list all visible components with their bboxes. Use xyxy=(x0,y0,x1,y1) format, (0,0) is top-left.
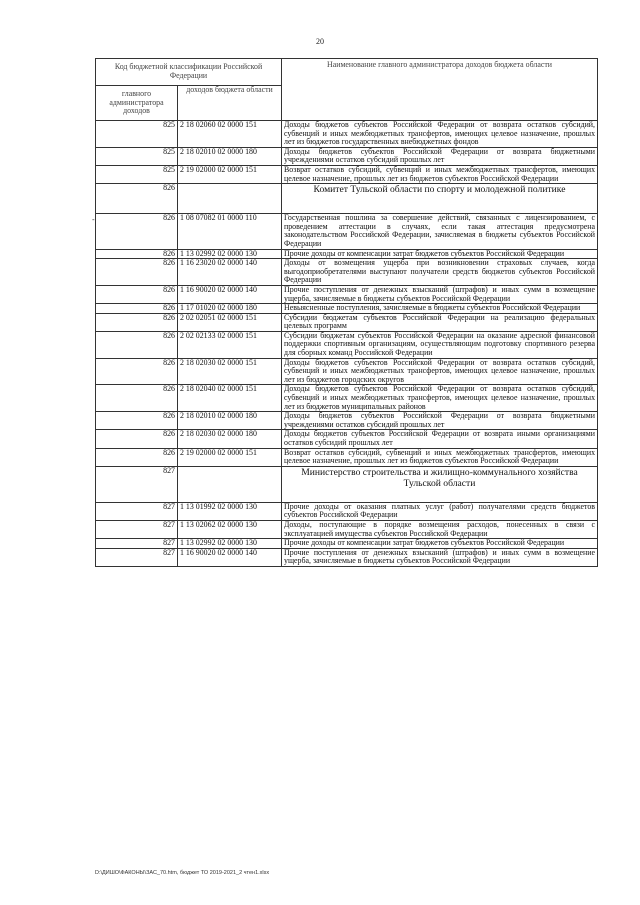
income-name-cell: Доходы бюджетов субъектов Российской Федерации от возврата иными организациями остатков субсидий прошлых лет xyxy=(282,430,598,448)
admin-code-cell: 826 xyxy=(96,184,178,214)
admin-code-cell: 826 xyxy=(96,214,178,249)
admin-code-cell: 826 xyxy=(96,249,178,259)
income-code-cell: 2 19 02000 02 0000 151 xyxy=(178,448,282,466)
admin-code-cell: 826 xyxy=(96,313,178,331)
administrator-name-cell: Комитет Тульской области по спорту и молодежной политике xyxy=(282,184,598,214)
income-name-cell: Субсидии бюджетам субъектов Российской Федерации на оказание адресной финансовой поддержки спортивным организациям, осуществляющим подготовку спортивного резерва для сборных команд Российской Федерации xyxy=(282,331,598,358)
administrator-name-cell: Министерство строительства и жилищно-коммунального хозяйства Тульской области xyxy=(282,466,598,502)
file-path-footer: D:\ДИШО\ФАКОНЫ\ЗАС_70.htm, бюджет ТО 2019-2021_2 чтен1.xlsx xyxy=(95,870,270,876)
income-code-cell: 2 18 02030 02 0000 151 xyxy=(178,358,282,385)
income-name-cell: Доходы бюджетов субъектов Российской Федерации от возврата остатков субсидий, субвенций и иных межбюджетных трансфертов, имеющих целевое назначение, прошлых лет из бюджетов государственных внебюджетных фондов xyxy=(282,121,598,148)
table-row xyxy=(96,502,598,520)
table-row xyxy=(96,331,598,358)
income-name-cell: Возврат остатков субсидий, субвенций и иных межбюджетных трансфертов, имеющих целевое назначение, прошлых лет из бюджетов субъектов Российской Федерации xyxy=(282,448,598,466)
income-name-cell: Прочие поступления от денежных взысканий (штрафов) и иных сумм в возмещение ущерба, зачисляемые в бюджеты субъектов Российской Федерации xyxy=(282,548,598,566)
income-code-cell: 1 16 23020 02 0000 140 xyxy=(178,259,282,286)
income-name-cell: Прочие поступления от денежных взысканий (штрафов) и иных сумм в возмещение ущерба, зачисляемые в бюджеты субъектов Российской Федерации xyxy=(282,285,598,303)
income-code-cell: 1 13 01992 02 0000 130 xyxy=(178,502,282,520)
income-name-cell: Прочие доходы от компенсации затрат бюджетов субъектов Российской Федерации xyxy=(282,539,598,549)
table-row xyxy=(96,313,598,331)
income-name-cell: Доходы от возмещения ущерба при возникновении страховых случаев, когда выгодоприобретателями выступают получатели средств бюджетов субъектов Российской Федерации xyxy=(282,259,598,286)
table-row xyxy=(96,430,598,448)
table-row xyxy=(96,259,598,286)
table-row xyxy=(96,548,598,566)
margin-mark: - xyxy=(92,215,95,224)
admin-code-cell: 827 xyxy=(96,548,178,566)
income-code-cell: 1 13 02062 02 0000 130 xyxy=(178,520,282,538)
income-name-cell: Доходы бюджетов субъектов Российской Федерации от возврата бюджетными учреждениями остатков субсидий прошлых лет xyxy=(282,147,598,165)
income-code-cell xyxy=(178,466,282,502)
admin-code-cell: 825 xyxy=(96,121,178,148)
income-code-cell: 1 16 90020 02 0000 140 xyxy=(178,548,282,566)
admin-code-cell: 827 xyxy=(96,502,178,520)
admin-code-cell: 826 xyxy=(96,412,178,430)
admin-code-cell: 826 xyxy=(96,448,178,466)
page-number: 20 xyxy=(316,37,324,46)
income-name-cell: Доходы бюджетов субъектов Российской Федерации от возврата остатков субсидий, субвенций и иных межбюджетных трансфертов, имеющих целевое назначение, прошлых лет из бюджетов городских округов xyxy=(282,358,598,385)
table-row xyxy=(96,412,598,430)
income-name-cell: Доходы, поступающие в порядке возмещения расходов, понесенных в связи с эксплуатацией имущества субъектов Российской Федерации xyxy=(282,520,598,538)
admin-code-cell: 826 xyxy=(96,331,178,358)
income-code-cell xyxy=(178,184,282,214)
admin-code-cell: 826 xyxy=(96,285,178,303)
income-code-cell: 1 13 02992 02 0000 130 xyxy=(178,249,282,259)
revenue-administrators-table xyxy=(95,58,598,567)
income-code-cell: 1 16 90020 02 0000 140 xyxy=(178,285,282,303)
income-code-cell: 1 13 02992 02 0000 130 xyxy=(178,539,282,549)
income-code-cell: 2 19 02000 02 0000 151 xyxy=(178,165,282,183)
income-code-cell: 2 02 02133 02 0000 151 xyxy=(178,331,282,358)
table-row xyxy=(96,147,598,165)
admin-code-cell: 827 xyxy=(96,520,178,538)
table-row xyxy=(96,285,598,303)
kbk-group-header: Код бюджетной классификации Российской Федерации xyxy=(96,59,282,86)
admin-code-cell: 826 xyxy=(96,304,178,314)
table-row xyxy=(96,539,598,549)
income-code-cell: 1 17 01020 02 0000 180 xyxy=(178,304,282,314)
table-body xyxy=(96,121,598,567)
income-name-cell: Прочие доходы от компенсации затрат бюджетов субъектов Российской Федерации xyxy=(282,249,598,259)
admin-code-cell: 826 xyxy=(96,259,178,286)
admin-code-cell: 826 xyxy=(96,358,178,385)
income-code-cell: 2 18 02060 02 0000 151 xyxy=(178,121,282,148)
table-row xyxy=(96,249,598,259)
table-row xyxy=(96,448,598,466)
admin-code-cell: 825 xyxy=(96,165,178,183)
admin-code-cell: 826 xyxy=(96,430,178,448)
name-column-header: Наименование главного администратора доходов бюджета области xyxy=(282,59,598,121)
income-column-header: доходов бюджета области xyxy=(178,86,282,121)
income-name-cell: Доходы бюджетов субъектов Российской Федерации от возврата остатков субсидий, субвенций и иных межбюджетных трансфертов, имеющих целевое назначение, прошлых лет из бюджетов муниципальных районов xyxy=(282,385,598,412)
table-row xyxy=(96,385,598,412)
income-code-cell: 2 18 02040 02 0000 151 xyxy=(178,385,282,412)
table-row xyxy=(96,214,598,249)
admin-code-cell: 827 xyxy=(96,466,178,502)
income-name-cell: Государственная пошлина за совершение действий, связанных с лицензированием, с проведением аттестации в случаях, если такая аттестация предусмотрена законодательством Российской Федерации, зачисляемая в бюджеты субъектов Российской Федерации xyxy=(282,214,598,249)
income-name-cell: Доходы бюджетов субъектов Российской Федерации от возврата бюджетными учреждениями остатков субсидий прошлых лет xyxy=(282,412,598,430)
admin-code-cell: 825 xyxy=(96,147,178,165)
administrator-heading-row xyxy=(96,466,598,502)
table-row xyxy=(96,165,598,183)
table-row xyxy=(96,358,598,385)
admin-code-cell: 827 xyxy=(96,539,178,549)
admin-column-header: главного администратора доходов xyxy=(96,86,178,121)
income-code-cell: 2 18 02010 02 0000 180 xyxy=(178,147,282,165)
table-row xyxy=(96,520,598,538)
income-name-cell: Прочие доходы от оказания платных услуг (работ) получателями средств бюджетов субъектов Российской Федерации xyxy=(282,502,598,520)
income-code-cell: 1 08 07082 01 0000 110 xyxy=(178,214,282,249)
income-name-cell: Невыясненные поступления, зачисляемые в бюджеты субъектов Российской Федерации xyxy=(282,304,598,314)
income-name-cell: Субсидии бюджетам субъектов Российской Федерации на реализацию федеральных целевых программ xyxy=(282,313,598,331)
table-row xyxy=(96,304,598,314)
income-code-cell: 2 02 02051 02 0000 151 xyxy=(178,313,282,331)
table-row xyxy=(96,121,598,148)
administrator-heading-row xyxy=(96,184,598,214)
income-name-cell: Возврат остатков субсидий, субвенций и иных межбюджетных трансфертов, имеющих целевое назначение, прошлых лет из бюджетов субъектов Российской Федерации xyxy=(282,165,598,183)
income-code-cell: 2 18 02030 02 0000 180 xyxy=(178,430,282,448)
admin-code-cell: 826 xyxy=(96,385,178,412)
income-code-cell: 2 18 02010 02 0000 180 xyxy=(178,412,282,430)
